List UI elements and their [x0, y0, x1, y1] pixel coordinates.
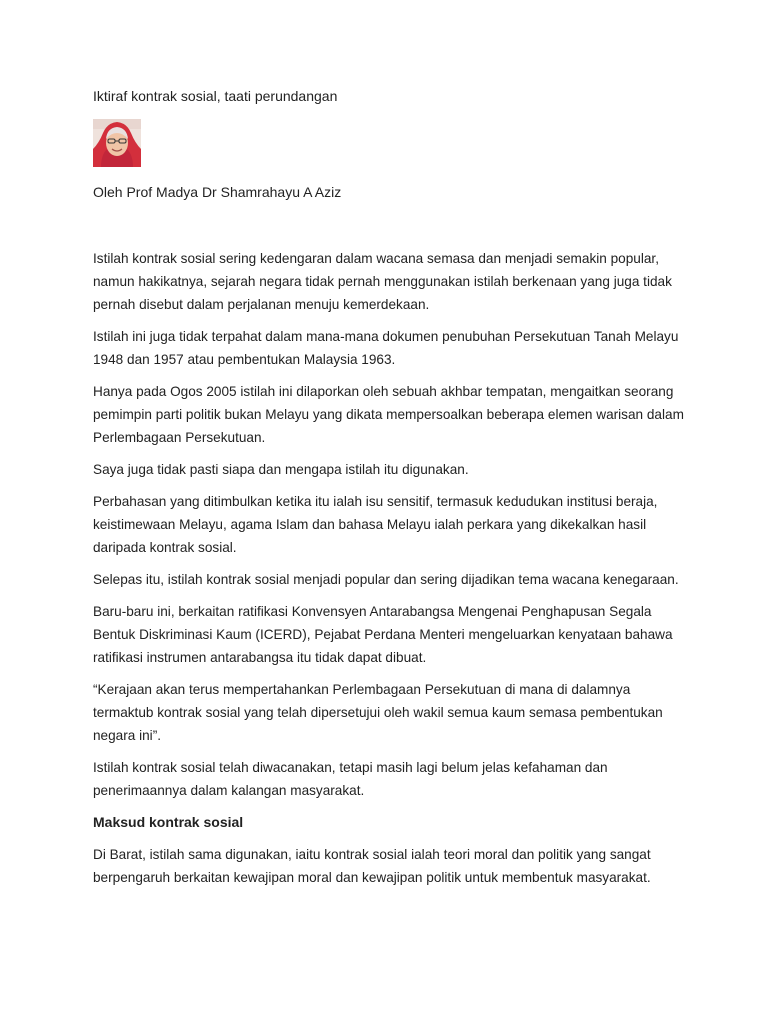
article-body — [93, 247, 693, 898]
paragraph: Saya juga tidak pasti siapa dan mengapa istilah itu digunakan. — [93, 462, 469, 477]
paragraph: Selepas itu, istilah kontrak sosial menjadi popular dan sering dijadikan tema wacana kenegaraan. — [93, 572, 679, 587]
author-portrait-icon — [93, 119, 141, 167]
article-byline: Oleh Prof Madya Dr Shamrahayu A Aziz — [93, 184, 342, 200]
section-subheading: Maksud kontrak sosial — [93, 814, 244, 830]
paragraph: Istilah kontrak sosial sering kedengaran dalam wacana semasa dan menjadi semakin popular, namun hakikatnya, sejarah negara tidak pernah menggunakan istilah berkenaan yang juga tidak pernah disebut dalam perjalanan menuju kemerdekaan. — [93, 251, 672, 312]
article-title: Iktiraf kontrak sosial, taati perundangan — [93, 88, 338, 104]
author-photo — [93, 119, 141, 167]
paragraph: Baru-baru ini, berkaitan ratifikasi Konvensyen Antarabangsa Mengenai Penghapusan Segala Bentuk Diskriminasi Kaum (ICERD), Pejabat Perdana Menteri mengeluarkan kenyataan bahawa ratifikasi instrumen antarabangsa itu tidak dapat dibuat. — [93, 604, 673, 665]
paragraph: Perbahasan yang ditimbulkan ketika itu ialah isu sensitif, termasuk kedudukan institusi beraja, keistimewaan Melayu, agama Islam dan bahasa Melayu ialah perkara yang dikekalkan hasil daripada kontrak sosial. — [93, 494, 658, 555]
paragraph: Istilah ini juga tidak terpahat dalam mana-mana dokumen penubuhan Persekutuan Tanah Melayu 1948 dan 1957 atau pembentukan Malaysia 1963. — [93, 329, 679, 367]
paragraph: Hanya pada Ogos 2005 istilah ini dilaporkan oleh sebuah akhbar tempatan, mengaitkan seorang pemimpin parti politik bukan Melayu yang dikata mempersoalkan beberapa elemen warisan dalam Perlembagaan Persekutuan. — [93, 384, 684, 445]
quote-paragraph: “Kerajaan akan terus mempertahankan Perlembagaan Persekutuan di mana di dalamnya termaktub kontrak sosial yang telah dipersetujui oleh wakil semua kaum semasa pembentukan negara ini”. — [93, 682, 663, 743]
paragraph: Di Barat, istilah sama digunakan, iaitu kontrak sosial ialah teori moral dan politik yang sangat berpengaruh berkaitan kewajipan moral dan kewajipan politik untuk membentuk masyarakat. — [93, 847, 651, 885]
paragraph: Istilah kontrak sosial telah diwacanakan, tetapi masih lagi belum jelas kefahaman dan penerimaannya dalam kalangan masyarakat. — [93, 760, 608, 798]
